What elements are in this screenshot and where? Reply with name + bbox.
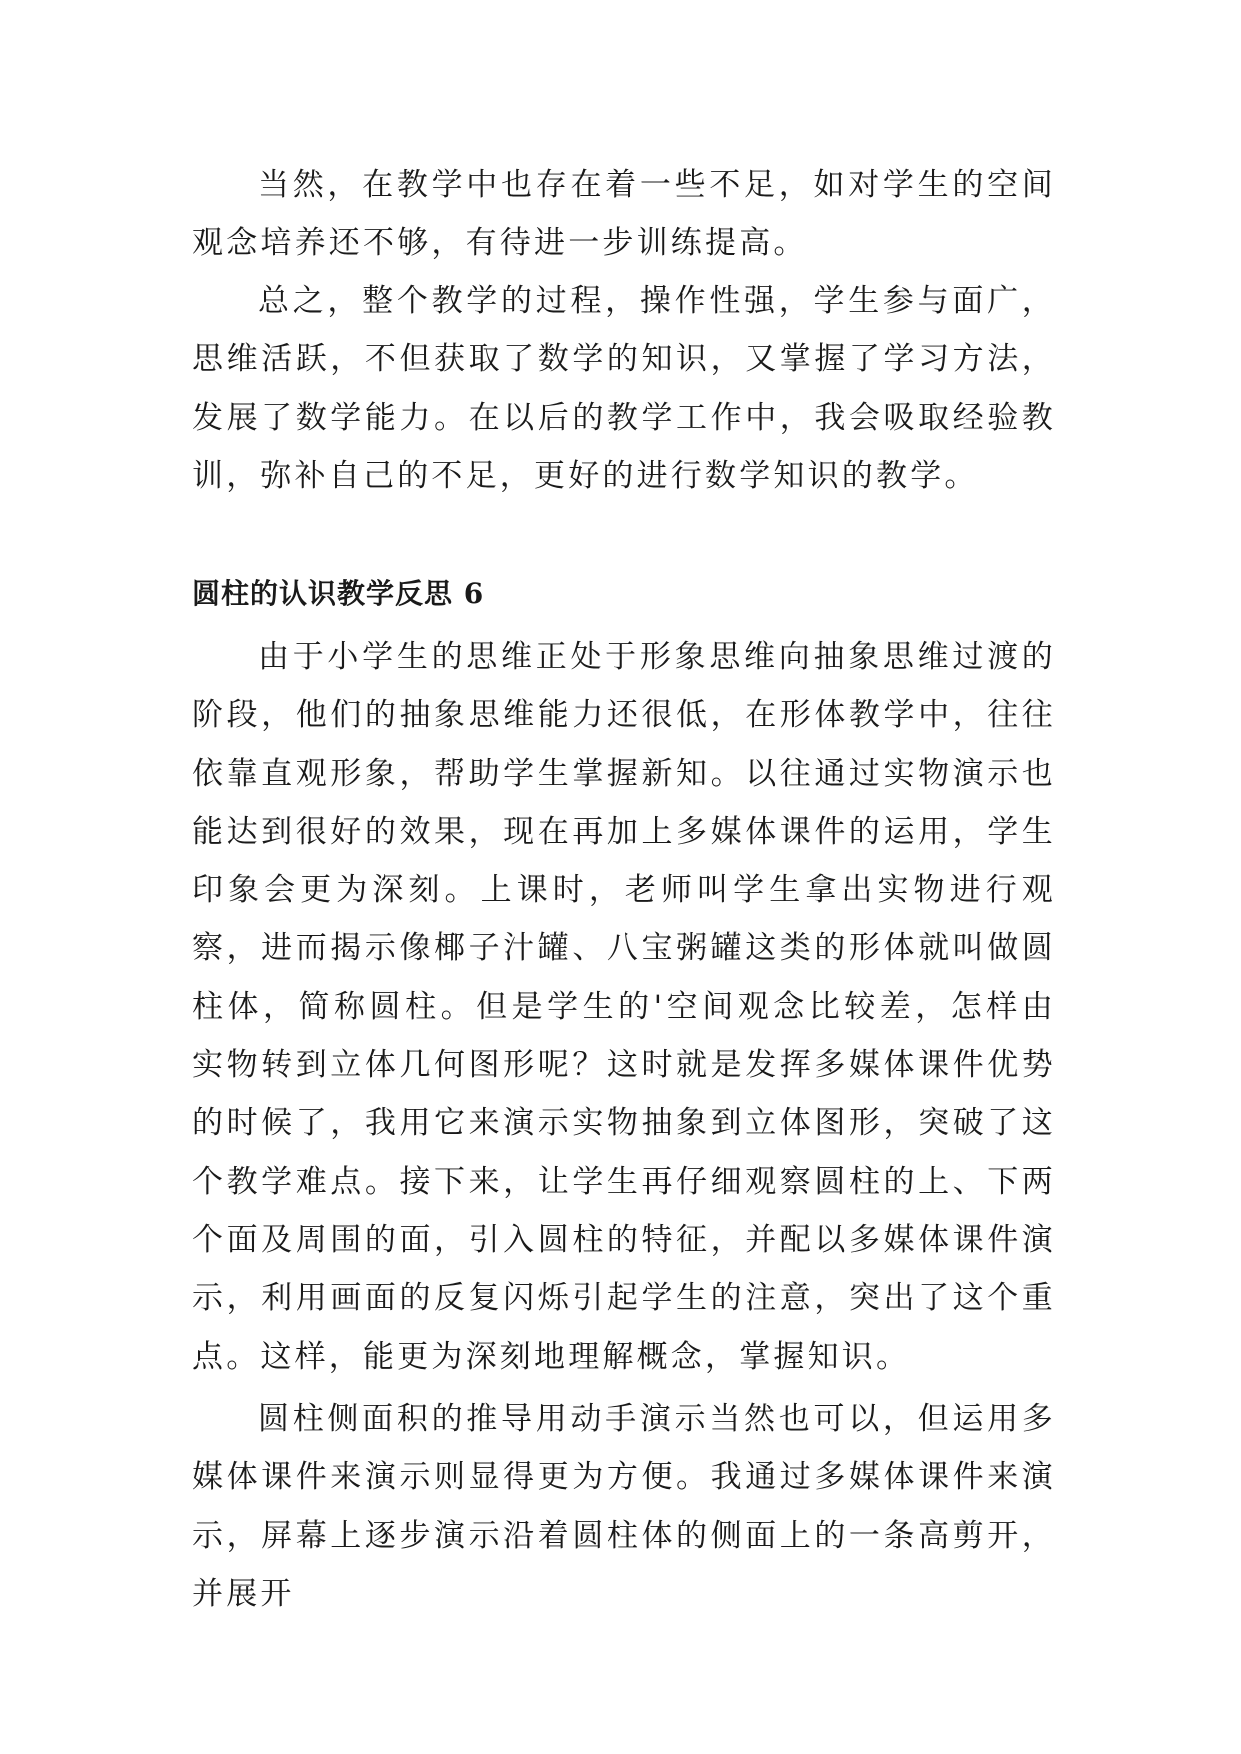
paragraph-shortcomings: 当然，在教学中也存在着一些不足，如对学生的空间观念培养还不够，有待进一步训练提高。 xyxy=(192,167,1056,262)
section-title: 圆柱的认识教学反思 6 xyxy=(192,577,485,610)
paragraph-multimedia-teaching: 由于小学生的思维正处于形象思维向抽象思维过渡的阶段，他们的抽象思维能力还很低，在形体教学中，往往依靠直观形象，帮助学生掌握新知。以往通过实物演示也能达到很好的效果，现在再加上多媒体课件的运用，学生印象会更为深刻。上课时，老师叫学生拿出实物进行观察，进而揭示像椰子汁罐、八宝粥罐这类的形体就叫做圆柱体，简称圆柱。但是学生的'空间观念比较差，怎样由实物转到立体几何图形呢？这时就是发挥多媒体课件优势的时候了，我用它来演示实物抽象到立体图形，突破了这个教学难点。接下来，让学生再仔细观察圆柱的上、下两个面及周围的面，引入圆柱的特征，并配以多媒体课件演示，利用画面的反复闪烁引起学生的注意，突出了这个重点。这样，能更为深刻地理解概念，掌握知识。 xyxy=(192,639,1056,1375)
paragraph-lateral-area: 圆柱侧面积的推导用动手演示当然也可以，但运用多媒体课件来演示则显得更为方便。我通过多媒体课件来演示，屏幕上逐步演示沿着圆柱体的侧面上的一条高剪开，并展开 xyxy=(192,1401,1056,1612)
paragraph-summary: 总之，整个教学的过程，操作性强，学生参与面广，思维活跃，不但获取了数学的知识，又掌握了学习方法，发展了数学能力。在以后的教学工作中，我会吸取经验教训，弥补自己的不足，更好的进行数学知识的教学。 xyxy=(192,283,1056,494)
